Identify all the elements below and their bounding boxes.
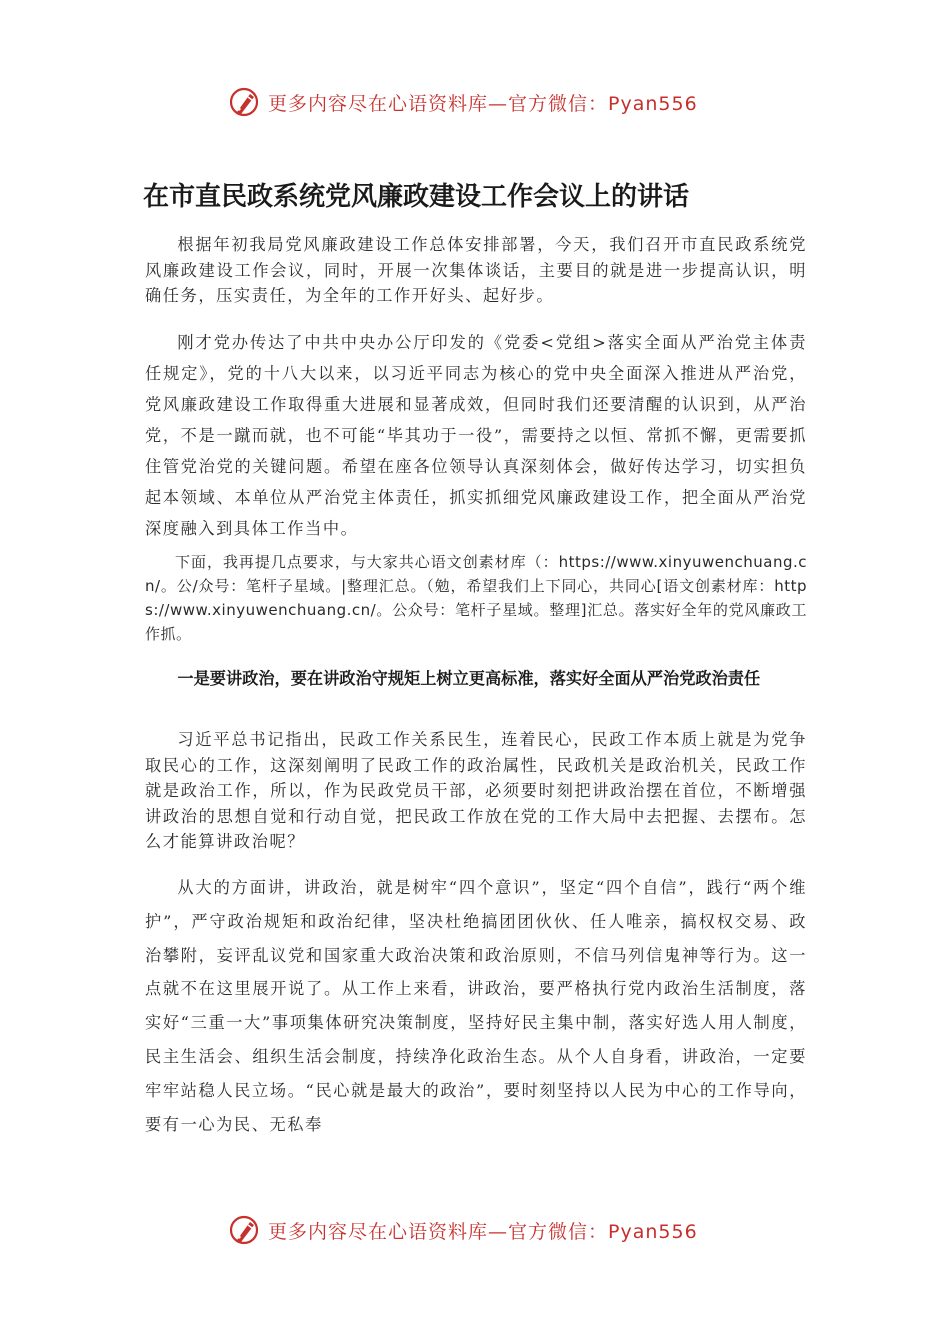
header-banner — [0, 82, 950, 122]
wechat-id: Pyan556 — [608, 92, 698, 115]
paragraph-politics-2: 从大的方面讲，讲政治，就是树牢“四个意识”，坚定“四个自信”，践行“两个维护”，严守政治规矩和政治纪律，坚决杜绝搞团团伙伙、任人唯亲，搞权权交易、政治攀附，妄评乱议党和国家重大政治决策和政治原则，不信马列信鬼神等行为。这一点就不在这里展开说了。从工作上来看，讲政治，要严格执行党内政治生活制度，落实好“三重一大”事项集体研究决策制度，坚持好民主集中制，落实好选人用人制度，民主生活会、组织生活会制度，持续净化政治生态。从个人自身看，讲政治，一定要牢牢站稳人民立场。“民心就是最大的政治”，要时刻坚持以人民为中心的工作导向，要有一心为民、无私奉 — [145, 878, 807, 1134]
pen-nib-logo-icon — [228, 85, 262, 119]
pen-nib-logo-icon — [228, 1213, 262, 1247]
footer-banner — [0, 1210, 950, 1250]
wechat-id: Pyan556 — [608, 1220, 698, 1243]
paragraph-regulation: 刚才党办传达了中共中央办公厅印发的《党委<党组>落实全面从严治党主体责任规定》，党的十八大以来，以习近平同志为核心的党中央全面深入推进从严治党，党风廉政建设工作取得重大进展和显著成效，但同时我们还要清醒的认识到，从严治党，不是一蹴而就，也不可能“毕其功于一役”，需要持之以恒、常抓不懈，更需要抓住管党治党的关键问题。希望在座各位领导认真深刻体会，做好传达学习，切实担负起本领域、本单位从严治党主体责任，抓实抓细党风廉政建设工作，把全面从严治党深度融入到具体工作当中。 — [145, 333, 807, 538]
banner-text: 更多内容尽在心语资料库—官方微信：Pyan556 — [268, 92, 698, 115]
paragraph-intro: 根据年初我局党风廉政建设工作总体安排部署，今天，我们召开市直民政系统党风廉政建设工作会议，同时，开展一次集体谈话，主要目的就是进一步提高认识，明确任务，压实责任，为全年的工作开好头、起好步。 — [145, 235, 807, 305]
section-heading-1: 一是要讲政治，要在讲政治守规矩上树立更高标准，落实好全面从严治党政治责任 — [177, 669, 761, 688]
banner-text: 更多内容尽在心语资料库—官方微信：Pyan556 — [268, 1220, 698, 1243]
paragraph-requirements: 下面，我再提几点要求，与大家共心语文创素材库（：https://www.xinyuwenchuang.cn/。公/众号：笔杆子星域。|整理汇总。（勉，希望我们上下同心，共同心[语文创素材库：https://www.xinyuwenchuang.cn/。公众号：笔杆子星域。整理]汇总。落实好全年的党风廉政工作抓。 — [145, 553, 807, 643]
document-title: 在市直民政系统党风廉政建设工作会议上的讲话 — [143, 182, 690, 212]
paragraph-politics-1: 习近平总书记指出，民政工作关系民生，连着民心，民政工作本质上就是为党争取民心的工作，这深刻阐明了民政工作的政治属性，民政机关是政治机关，民政工作就是政治工作，所以，作为民政党员干部，必须要时刻把讲政治摆在首位，不断增强讲政治的思想自觉和行动自觉，把民政工作放在党的工作大局中去把握、去摆布。怎么才能算讲政治呢？ — [145, 730, 807, 851]
